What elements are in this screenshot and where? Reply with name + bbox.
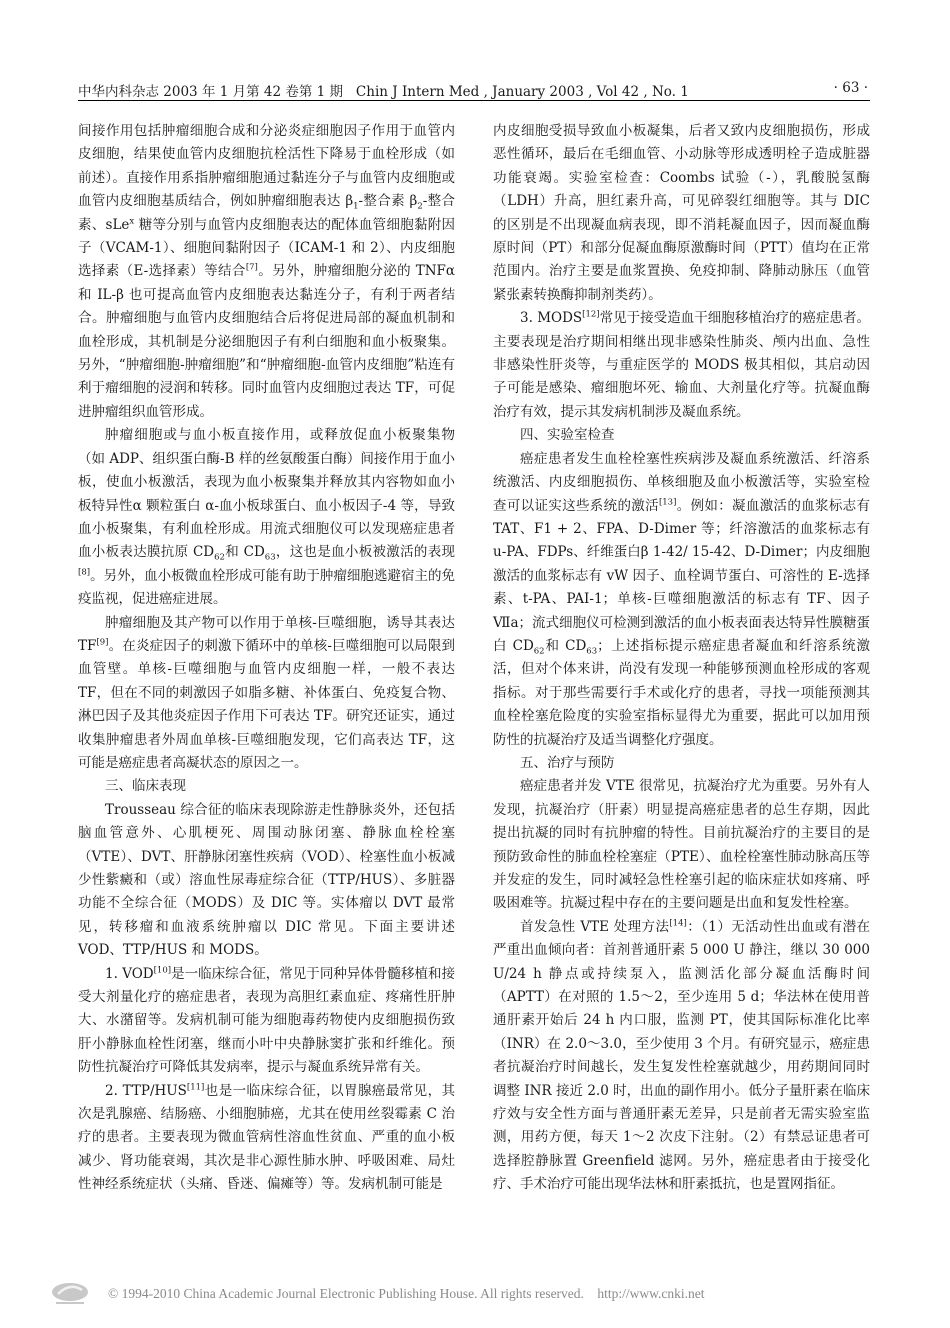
- text: 间接作用包括肿瘤细胞合成和分泌炎症细胞因子作用于血管内皮细胞，结果使血管内皮细胞抗栓活性下降易于血栓形成（如前述）。直接作用系指肿瘤细胞通过黏连分子与血管内皮细胞或血管内皮细胞基质结合，例如肿瘤细胞表达 β: [78, 123, 455, 210]
- text: 首发急性 VTE 处理方法: [520, 918, 670, 935]
- superscript: x: [129, 216, 135, 227]
- text: 2. TTP/HUS: [105, 1082, 187, 1099]
- citation-ref: [9]: [96, 637, 109, 648]
- paragraph: [493, 307, 870, 424]
- subscript: 63: [264, 553, 276, 563]
- text: 。例如：凝血激活的血浆标志有 TAT、F1 + 2、FPA、D-Dimer 等；纤溶激活的血浆标志有 u-PA、FDPs、纤维蛋白β 1-42/ 15-42、D-Dimer；内皮细胞激活的血浆标志有 vW 因子、血栓调节蛋白、可溶性的 E-选择素、t-PA、PAI-1；单核-巨噬细胞激活的标志有 TF、因子 Ⅶa；流式细胞仪可检测到激活的血小板表面表达特异性膜糖蛋白 CD: [493, 497, 871, 654]
- text: 。另外，肿瘤细胞分泌的 TNFα 和 IL-β 也可提高血管内皮细胞表达黏连分子，有利于两者结合。肿瘤细胞与血管内皮细胞结合后将促进局部的凝血机制和血栓形成，其机制是分泌细胞因子有利白细胞和血小板聚集。另外，“肿瘤细胞-肿瘤细胞”和“肿瘤细胞-血管内皮细胞”粘连有利于瘤细胞的浸润和转移。同时血管内皮细胞过表达 TF，可促进肿瘤组织血管形成。: [78, 263, 456, 420]
- text: 。另外，血小板微血栓形成可能有助于肿瘤细胞逃避宿主的免疫监视，促进癌症进展。: [78, 567, 455, 608]
- section-heading: 四、实验室检查: [520, 427, 615, 444]
- paragraph: [78, 1080, 455, 1197]
- paragraph: 内皮细胞受损导致血小板凝集，后者又致内皮细胞损伤，形成恶性循环，最后在毛细血管、小动脉等形成透明栓子造成脏器功能衰竭。实验室检查：Coombs 试验（-），乳酸脱氢酶（LDH）升高，胆红素升高，可见碎裂红细胞等。其与 DIC 的区别是不出现凝血病表现，即不消耗凝血因子，因而凝血酶原时间（PT）和部分促凝血酶原激酶时间（PTT）值均在正常范围内。治疗主要是血浆置换、免疫抑制、降肺动脉压（血管紧张素转换酶抑制剂类药）。: [493, 123, 870, 303]
- paragraph: [493, 916, 870, 1197]
- text: 和 CD: [544, 637, 587, 654]
- text: 1. VOD: [105, 965, 154, 982]
- paragraph: 癌症患者并发 VTE 很常见，抗凝治疗尤为重要。另外有人发现，抗凝治疗（肝素）明显提高癌症患者的总生存期，因此提出抗凝的同时有抗肿瘤的特性。目前抗凝治疗的主要目的是预防致命性的肺血栓栓塞症（PTE）、血栓栓塞性肺动脉高压等并发症的发生，同时减轻急性栓塞引起的临床症状如疼痛、呼吸困难等。抗凝过程中存在的主要问题是出血和复发性栓塞。: [493, 778, 870, 912]
- page-footer: [48, 1280, 918, 1310]
- text: ；上述指标提示癌症患者凝血和纤溶系统激活，但对个体来讲，尚没有发现一种能够预测血栓形成的客观指标。对于那些需要行手术或化疗的患者，寻找一项能预测其血栓栓塞危险度的实验室指标显得尤为重要，据此可以加用预防性的抗凝治疗及适当调整化疗强度。: [493, 637, 870, 748]
- subscript: 2: [417, 201, 423, 212]
- paragraph: [78, 424, 455, 611]
- text: 常见于接受造血干细胞移植治疗的癌症患者。主要表现是治疗期间相继出现非感染性肺炎、颅内出血、急性非感染性肝炎等，与重症医学的 MODS 极其相似，其启动因子可能是感染、瘤细胞坏死、输血、大剂量化疗等。抗凝血酶治疗有效，提示其发病机制涉及凝血系统。: [493, 310, 870, 420]
- subscript: 63: [586, 646, 598, 657]
- citation-ref: [11]: [186, 1082, 205, 1093]
- journal-name-en: Chin J Intern Med , January 2003 , Vol 42 , No. 1: [355, 84, 689, 100]
- citation-ref: [14]: [669, 918, 687, 929]
- text: 3. MODS: [520, 310, 583, 327]
- citation-ref: [10]: [153, 965, 172, 976]
- text: 也是一临床综合征，以胃腺癌最常见，其次是乳腺癌、结肠癌、小细胞肺癌，尤其在使用丝裂霉素 C 治疗的患者。主要表现为微血管病性溶血性贫血、严重的血小板减少、肾功能衰竭，其次是非心源性肺水肿、呼吸困难、局灶性神经系统症状（头痛、昏迷、偏瘫等）等。发病机制可能是: [78, 1082, 455, 1193]
- page-number: · 63 ·: [833, 80, 868, 96]
- text: 和 CD: [224, 544, 265, 561]
- subscript: 1: [353, 201, 359, 212]
- text: -整合素 β: [358, 193, 418, 210]
- running-header: [78, 78, 868, 100]
- right-column: [493, 120, 870, 1197]
- paragraph: [493, 448, 870, 752]
- text: 是一临床综合征，常见于同种异体骨髓移植和接受大剂量化疗的癌症患者，表现为高胆红素血症、疼痛性肝肿大、水潴留等。发病机制可能为细胞毒药物使内皮细胞损伤致肝小静脉血栓性闭塞，继而小叶中央静脉窦扩张和纤维化。预防性抗凝治疗可降低其发病率，提示与凝血系统异常有关。: [78, 965, 456, 1076]
- text: 。在炎症因子的刺激下循环中的单核-巨噬细胞可以局限到血管壁。单核-巨噬细胞与血管内皮细胞一样，一般不表达 TF，但在不同的刺激因子如脂多糖、补体蛋白、免疫复合物、淋巴因子及其他炎症因子作用下可表达 TF。研究还证实，通过收集肿瘤患者外周血单核-巨噬细胞发现，它们高表达 TF，这可能是癌症患者高凝状态的原因之一。: [78, 637, 455, 771]
- text: 肿瘤细胞或与血小板直接作用，或释放促血小板聚集物（如 ADP、组织蛋白酶-B 样的丝氨酸蛋白酶）间接作用于血小板，使血小板激活，表现为血小板聚集并释放其内容物如血小板特异性α 颗粒蛋白 α-血小板球蛋白、血小板因子-4 等，导致血小板聚集，有利血栓形成。用流式细胞仪可以发现癌症患者血小板表达膜抗原 CD: [78, 427, 455, 561]
- citation-ref: [7]: [245, 262, 258, 273]
- text: ，这也是血小板被激活的表现: [275, 544, 455, 561]
- subscript: 62: [214, 553, 225, 563]
- copyright-notice: © 1994-2010 China Academic Journal Electronic Publishing House. All rights reserved. http://www.cnki.net: [108, 1286, 705, 1301]
- text: 癌症患者发生血栓栓塞性疾病涉及凝血系统激活、纤溶系统激活、内皮细胞损伤、单核细胞及血小板激活等，实验室检查可以证实这些系统的激活: [493, 450, 870, 514]
- journal-name-cn: 中华内科杂志 2003 年 1 月第 42 卷第 1 期: [78, 84, 344, 100]
- left-column: [78, 120, 455, 1197]
- citation-ref: [12]: [582, 309, 600, 320]
- paragraph: [78, 120, 455, 424]
- paragraph: Trousseau 综合征的临床表现除游走性静脉炎外，还包括脑血管意外、心肌梗死、周围动脉闭塞、静脉血栓栓塞（VTE）、DVT、肝静脉闭塞性疾病（VOD）、栓塞性血小板减少性紫癜和（或）溶血性尿毒症综合征（TTP/HUS）、多脏器功能不全综合征（MODS）及 DIC 等。实体瘤以 DVT 最常见，转移瘤和血液系统肿瘤以 DIC 常见。下面主要讲述 VOD、TTP/HUS 和 MODS。: [78, 801, 455, 959]
- section-heading: 三、临床表现: [105, 778, 186, 795]
- section-heading: 五、治疗与预防: [520, 754, 615, 771]
- header-rule: [78, 100, 870, 101]
- journal-citation: [78, 80, 689, 100]
- subscript: 62: [533, 646, 545, 657]
- text: 糖等分别与血管内皮细胞表达的配体血管细胞黏附因子（VCAM-1）、细胞间黏附因子（ICAM-1 和 2）、内皮细胞选择素（E-选择素）等结合: [78, 216, 455, 280]
- paragraph: [78, 612, 455, 776]
- text: ：（1）无活动性出血或有潜在严重出血倾向者：首剂普通肝素 5 000 U 静注，继以 30 000 U/24 h 静点或持续泵入，监测活化部分凝血活酶时间（APTT）在对照的 1.5～2，至少连用 5 d；华法林在使用普通肝素开始后 24 h 内口服，监测 PT，使其国际标准化比率（INR）在 2.0～3.0，至少使用 3 个月。有研究显示，癌症患者抗凝治疗时间越长，发生复发性栓塞就越少，用药期间同时调整 INR 接近 2.0 时，出血的副作用小。低分子量肝素在临床疗效与安全性方面与普通肝素无差异，只是前者无需实验室监测，用药方便，每天 1～2 次皮下注射。（2）有禁忌证患者可选择腔静脉置 Greenfield 滤网。另外，癌症患者由于接受化疗、手术治疗可能出现华法林和肝素抵抗，也是置网指征。: [493, 918, 870, 1193]
- paragraph: [78, 963, 455, 1080]
- text: 肿瘤细胞及其产物可以作用于单核-巨噬细胞，诱导其表达 TF: [78, 614, 455, 654]
- citation-ref: [8]: [78, 567, 91, 578]
- publisher-logo-icon: [48, 1280, 92, 1306]
- citation-ref: [13]: [658, 497, 677, 507]
- text: -整合素、sLe: [78, 193, 455, 233]
